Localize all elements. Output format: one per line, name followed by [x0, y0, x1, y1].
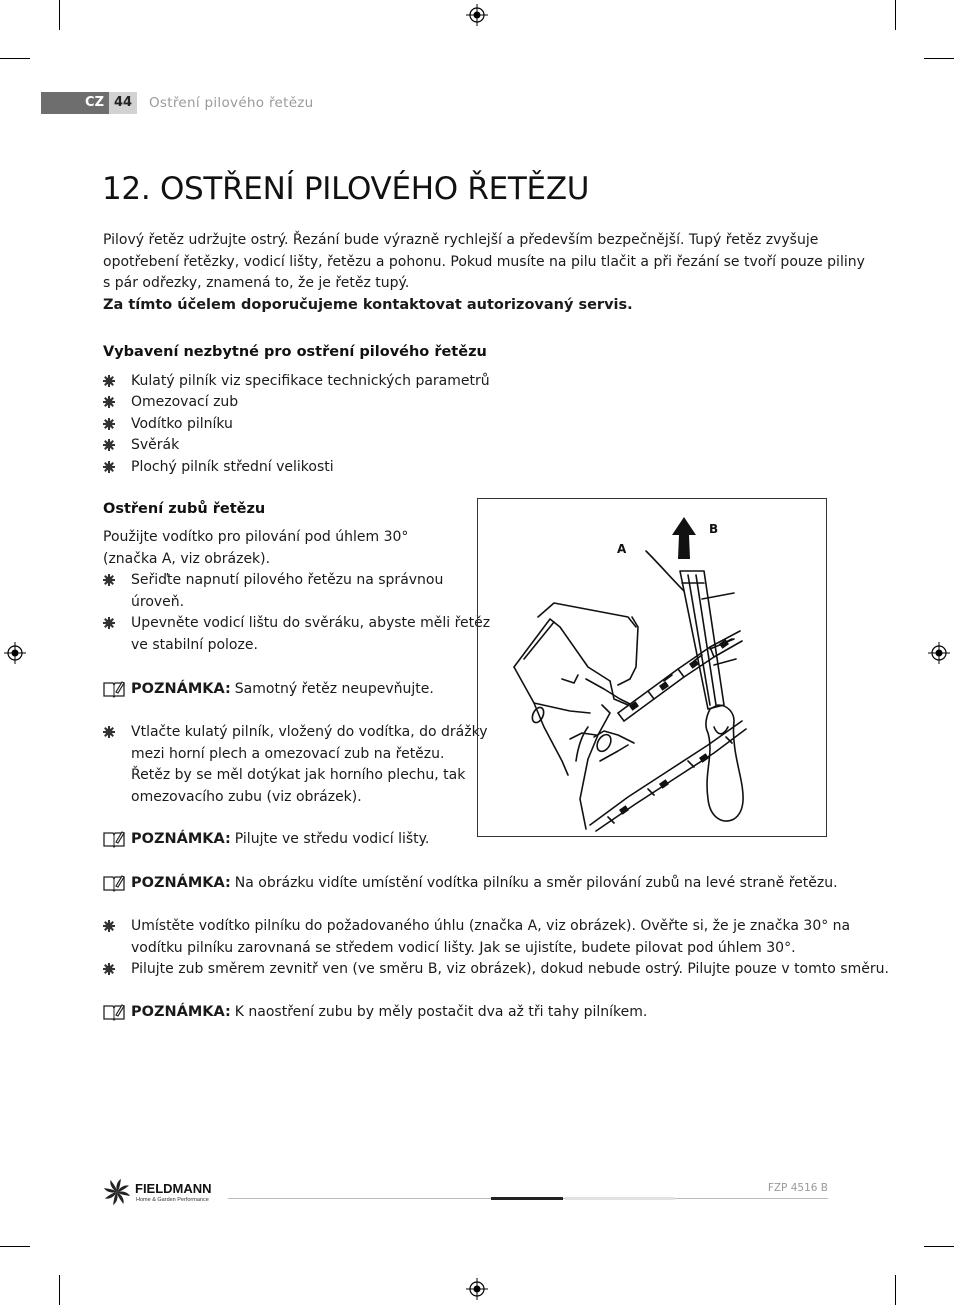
- list-item-text: ve stabilní poloze.: [131, 636, 258, 653]
- list-item-text: vodítku pilníku zarovnaná se středem vodicí lišty. Jak se ujistíte, budete pilovat pod úhlem 30°.: [131, 939, 796, 956]
- intro-line: opotřebení řetězky, vodicí lišty, řetězu a pohonu. Pokud musíte na pilu tlačit a při řezání se tvoří pouze piliny: [103, 254, 865, 270]
- fieldmann-logo: [103, 1177, 228, 1207]
- note-label: POZNÁMKA:: [131, 875, 231, 891]
- direction-arrow-icon: [672, 517, 696, 559]
- page-title: 12. OSTŘENÍ PILOVÉHO ŘETĚZU: [102, 171, 590, 207]
- bullet-icon: [103, 617, 115, 629]
- bullet-icon: [103, 375, 115, 387]
- header-language: CZ: [85, 95, 104, 110]
- list-item-text: Vtlačte kulatý pilník, vložený do vodítka, do drážky: [131, 724, 488, 740]
- sharpening-intro-line: (značka A, viz obrázek).: [103, 551, 271, 567]
- sharpening-intro-line: Použijte vodítko pro pilování pod úhlem 30°: [103, 529, 409, 545]
- note-label: POZNÁMKA:: [131, 831, 231, 847]
- list-item-text: Umístěte vodítko pilníku do požadovaného úhlu (značka A, viz obrázek). Ověřte si, že je značka 30° na: [131, 918, 851, 934]
- list-item-text: Řetěz by se měl dotýkat jak horního plechu, tak: [131, 767, 466, 783]
- crop-mark: [59, 0, 60, 30]
- list-item-text: Pilujte zub směrem zevnitř ven (ve směru B, viz obrázek), dokud nebude ostrý. Pilujte pouze v tomto směru.: [131, 961, 889, 977]
- chain-sharpening-figure: [477, 498, 827, 837]
- registration-mark-icon: [466, 1278, 488, 1300]
- bullet-icon: [103, 418, 115, 430]
- crop-mark: [924, 58, 954, 59]
- footer-tagline: Home & Garden Performance: [136, 1197, 209, 1203]
- list-item-text: Seřiďte napnutí pilového řetězu na správnou: [131, 572, 444, 588]
- figure-label-b: B: [709, 522, 719, 536]
- crop-mark: [895, 0, 896, 30]
- footer-model: FZP 4516 B: [767, 1182, 828, 1194]
- note-text: K naostření zubu by měly postačit dva až tři tahy pilníkem.: [234, 1004, 648, 1020]
- crop-mark: [924, 1246, 954, 1247]
- bullet-icon: [103, 920, 115, 932]
- list-item-text: úroveň.: [131, 593, 185, 610]
- crop-mark: [59, 1275, 60, 1305]
- note-book-icon: [103, 680, 125, 698]
- list-item-text: Vodítko pilníku: [131, 416, 233, 432]
- list-item-text: Kulatý pilník viz specifikace technických parametrů: [131, 373, 490, 389]
- file-guide-illustration: [478, 499, 826, 836]
- crop-mark: [0, 58, 30, 59]
- figure-label-a: A: [617, 542, 627, 556]
- note-book-icon: [103, 874, 125, 892]
- note-text: Pilujte ve středu vodicí lišty.: [234, 831, 430, 847]
- intro-line: Pilový řetěz udržujte ostrý. Řezání bude výrazně rychlejší a především bezpečnější. Tupý řetěz zvyšuje: [103, 232, 819, 248]
- crop-mark: [0, 1246, 30, 1247]
- list-item-text: Svěrák: [131, 437, 180, 453]
- bullet-icon: [103, 439, 115, 451]
- crop-mark: [895, 1275, 896, 1305]
- note-book-icon: [103, 1003, 125, 1021]
- bullet-icon: [103, 461, 115, 473]
- footer-brand: FIELDMANN: [135, 1181, 212, 1196]
- footer-rule-accent: [491, 1197, 563, 1200]
- equipment-heading: Vybavení nezbytné pro ostření pilového řetězu: [103, 344, 487, 360]
- footer-rule-light: [565, 1197, 675, 1200]
- note-text: Samotný řetěz neupevňujte.: [234, 681, 434, 697]
- sharpening-heading: Ostření zubů řetězu: [103, 501, 266, 517]
- intro-bold-line: Za tímto účelem doporučujeme kontaktovat autorizovaný servis.: [103, 297, 633, 313]
- registration-mark-icon: [4, 642, 26, 664]
- bullet-icon: [103, 574, 115, 586]
- note-book-icon: [103, 830, 125, 848]
- note-label: POZNÁMKA:: [131, 681, 231, 697]
- note-text: Na obrázku vidíte umístění vodítka pilníku a směr pilování zubů na levé straně řetězu.: [234, 875, 838, 891]
- header-page-number: 44: [113, 95, 133, 110]
- registration-mark-icon: [466, 4, 488, 26]
- bullet-icon: [103, 963, 115, 975]
- list-item-text: omezovacího zubu (viz obrázek).: [131, 788, 362, 805]
- header-section-title: Ostření pilového řetězu: [149, 95, 314, 111]
- registration-mark-icon: [928, 642, 950, 664]
- list-item-text: Plochý pilník střední velikosti: [131, 459, 334, 475]
- list-item-text: mezi horní plech a omezovací zub na řetězu.: [131, 745, 445, 762]
- bullet-icon: [103, 396, 115, 408]
- intro-line: s pár odřezky, znamená to, že je řetěz tupý.: [103, 275, 410, 291]
- list-item-text: Omezovací zub: [131, 394, 239, 410]
- list-item-text: Upevněte vodicí lištu do svěráku, abyste měli řetěz: [131, 615, 491, 631]
- note-label: POZNÁMKA:: [131, 1004, 231, 1020]
- bullet-icon: [103, 726, 115, 738]
